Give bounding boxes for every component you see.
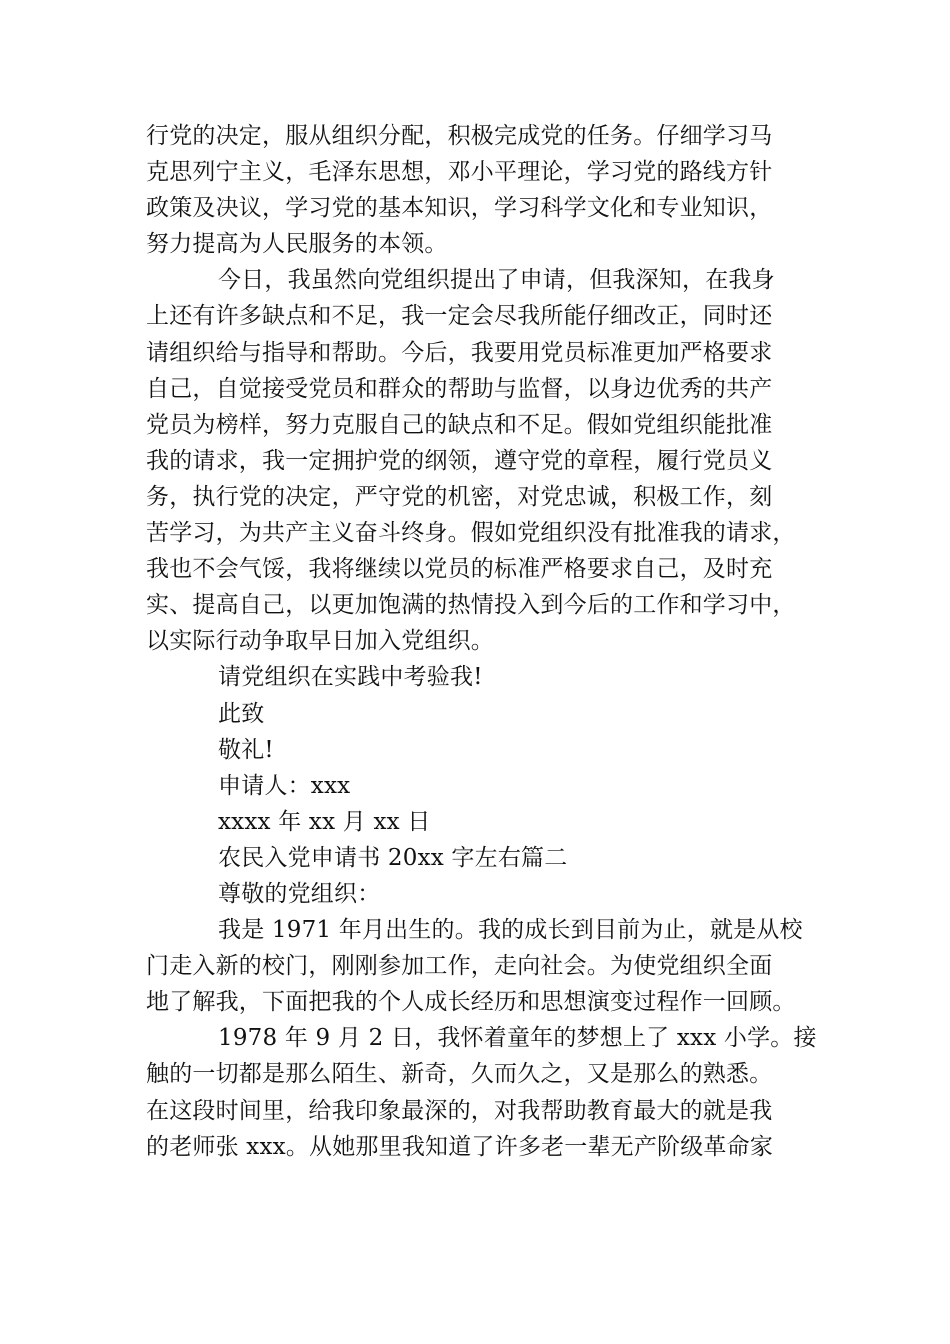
- text-line: 行党的决定，服从组织分配，积极完成党的任务。仔细学习马: [146, 123, 773, 149]
- text-line: 地了解我，下面把我的个人成长经历和思想演变过程作一回顾。: [146, 989, 796, 1016]
- text-line: 努力提高为人民服务的本领。: [146, 231, 448, 258]
- text-line: 实、提高自己，以更加饱满的热情投入到今后的工作和学习中，: [146, 592, 796, 619]
- text-line: 务，执行党的决定，严守党的机密，对党忠诚，积极工作，刻: [146, 483, 773, 510]
- text-line: 我是 1971 年月出生的。我的成长到目前为止，就是从校: [218, 917, 803, 944]
- text-line: 以实际行动争取早日加入党组织。: [146, 628, 494, 655]
- text-line: 苦学习，为共产主义奋斗终身。假如党组织没有批准我的请求，: [146, 520, 796, 547]
- document-body: [146, 118, 817, 1165]
- text-line: 克思列宁主义，毛泽东思想，邓小平理论，学习党的路线方针: [146, 159, 773, 186]
- text-line: 上还有许多缺点和不足，我一定会尽我所能仔细改正，同时还: [146, 303, 773, 330]
- text-line: 尊敬的党组织：: [218, 880, 381, 907]
- text-line: 请组织给与指导和帮助。今后，我要用党员标准更加严格要求: [146, 339, 773, 366]
- text-line: 敬礼!: [218, 736, 274, 763]
- text-line: 触的一切都是那么陌生、新奇，久而久之，又是那么的熟悉。: [146, 1061, 773, 1088]
- text-line: xxxx 年 xx 月 xx 日: [218, 808, 431, 835]
- text-line: 我也不会气馁，我将继续以党员的标准严格要求自己，及时充: [146, 556, 773, 583]
- text-line: 在这段时间里，给我印象最深的，对我帮助教育最大的就是我: [146, 1097, 773, 1124]
- text-line: 政策及决议，学习党的基本知识，学习科学文化和专业知识，: [146, 195, 773, 222]
- text-line: 党员为榜样，努力克服自己的缺点和不足。假如党组织能批准: [146, 411, 773, 438]
- text-line: 自己，自觉接受党员和群众的帮助与监督，以身边优秀的共产: [146, 375, 773, 402]
- text-line: 今日，我虽然向党组织提出了申请，但我深知，在我身: [218, 267, 775, 294]
- text-line: 我的请求，我一定拥护党的纲领，遵守党的章程，履行党员义: [146, 447, 773, 474]
- text-line: 此致: [218, 700, 265, 727]
- text-line: 请党组织在实践中考验我!: [218, 664, 483, 691]
- text-line: 农民入党申请书 20xx 字左右篇二: [218, 844, 568, 871]
- text-line: 门走入新的校门，刚刚参加工作，走向社会。为使党组织全面: [146, 953, 773, 980]
- text-line: 的老师张 xxx。从她那里我知道了许多老一辈无产阶级革命家: [146, 1133, 774, 1160]
- text-line: 1978 年 9 月 2 日，我怀着童年的梦想上了 xxx 小学。接: [218, 1025, 817, 1052]
- text-line: 申请人：xxx: [218, 772, 351, 799]
